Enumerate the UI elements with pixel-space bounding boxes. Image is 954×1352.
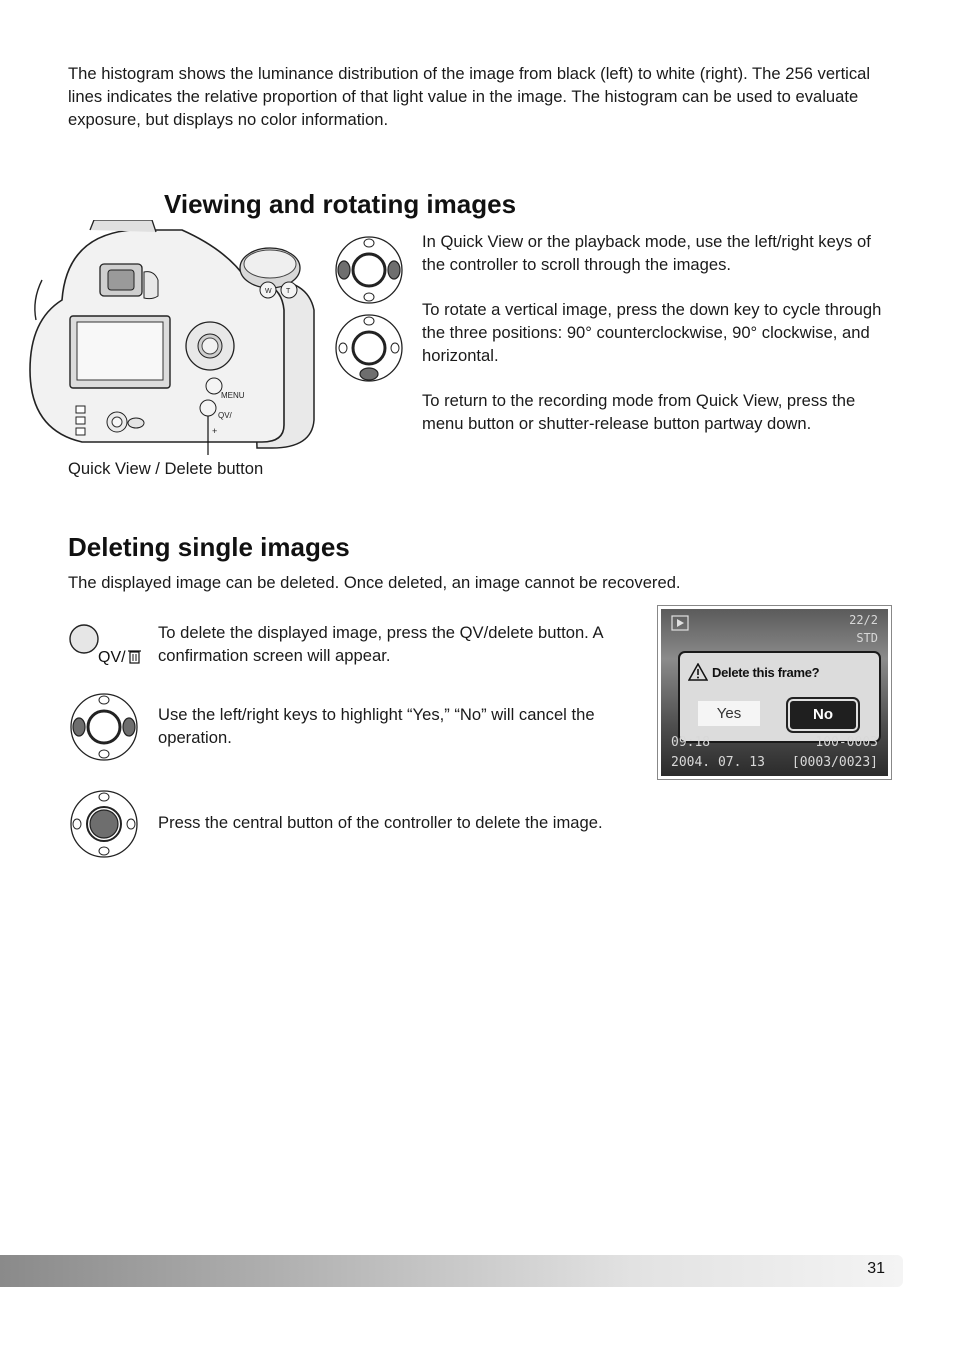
camera-menu-label: MENU <box>221 391 245 400</box>
dialog-title: Delete this frame? <box>712 665 820 680</box>
section-title-deleting: Deleting single images <box>68 532 350 562</box>
lcd-resolution: 22/2 <box>849 613 878 627</box>
delete-step-3: Press the central button of the controller to delete the image. <box>158 813 603 832</box>
controller-left-right-icon <box>334 235 404 305</box>
page-number: 31 <box>867 1260 885 1277</box>
viewing-paragraph-1: In Quick View or the playback mode, use the left/right keys of the controller to scroll through the images. <box>422 232 871 274</box>
lcd-delete-confirmation <box>657 605 892 780</box>
qv-label: QV/ <box>98 649 126 666</box>
lcd-date: 2004. 07. 13 <box>671 755 765 770</box>
no-button[interactable]: No <box>788 699 858 731</box>
deleting-intro: The displayed image can be deleted. Once deleted, an image cannot be recovered. <box>68 573 681 592</box>
quick-view-caption: Quick View / Delete button <box>68 459 264 478</box>
zoom-w-label: W <box>265 288 272 295</box>
camera-qv-label: QV/ <box>218 411 232 420</box>
controller-left-right-icon-2 <box>69 692 139 762</box>
playback-icon <box>671 615 689 631</box>
lcd-frame-counter: [0003/0023] <box>791 755 878 770</box>
section-title-viewing: Viewing and rotating images <box>164 189 517 219</box>
qv-delete-button-icon <box>68 623 148 669</box>
viewing-paragraph-3: To return to the recording mode from Quick View, press the menu button or shutter-release button partway down. <box>422 391 856 433</box>
lcd-screen <box>661 609 888 776</box>
warning-icon <box>688 663 708 681</box>
lcd-file-number: 100-0003 <box>815 735 878 750</box>
camera-illustration <box>22 220 322 455</box>
camera-plus-label: + <box>212 426 218 436</box>
viewing-paragraph-2: To rotate a vertical image, press the down key to cycle through the three positions: 90° counterclockwise, 90° clockwise, and horizontal. <box>422 300 882 365</box>
delete-step-2: Use the left/right keys to highlight “Yes,” “No” will cancel the operation. <box>158 705 595 747</box>
lcd-quality: STD <box>856 631 878 645</box>
delete-step-1: To delete the displayed image, press the QV/delete button. A confirmation screen will appear. <box>158 623 603 665</box>
histogram-paragraph: The histogram shows the luminance distribution of the image from black (left) to white (right). The 256 vertical lines indicates the relative proportion of that light value in the image. The histogram can be used to evaluate exposure, but displays no color information. <box>68 64 871 129</box>
zoom-t-label: T <box>286 288 291 295</box>
yes-button[interactable]: Yes <box>698 701 760 726</box>
lcd-time: 09:18 <box>671 735 711 750</box>
controller-down-icon <box>334 313 404 383</box>
footer-bar <box>0 1255 903 1287</box>
delete-confirm-dialog <box>678 651 881 743</box>
controller-center-icon <box>69 789 139 859</box>
